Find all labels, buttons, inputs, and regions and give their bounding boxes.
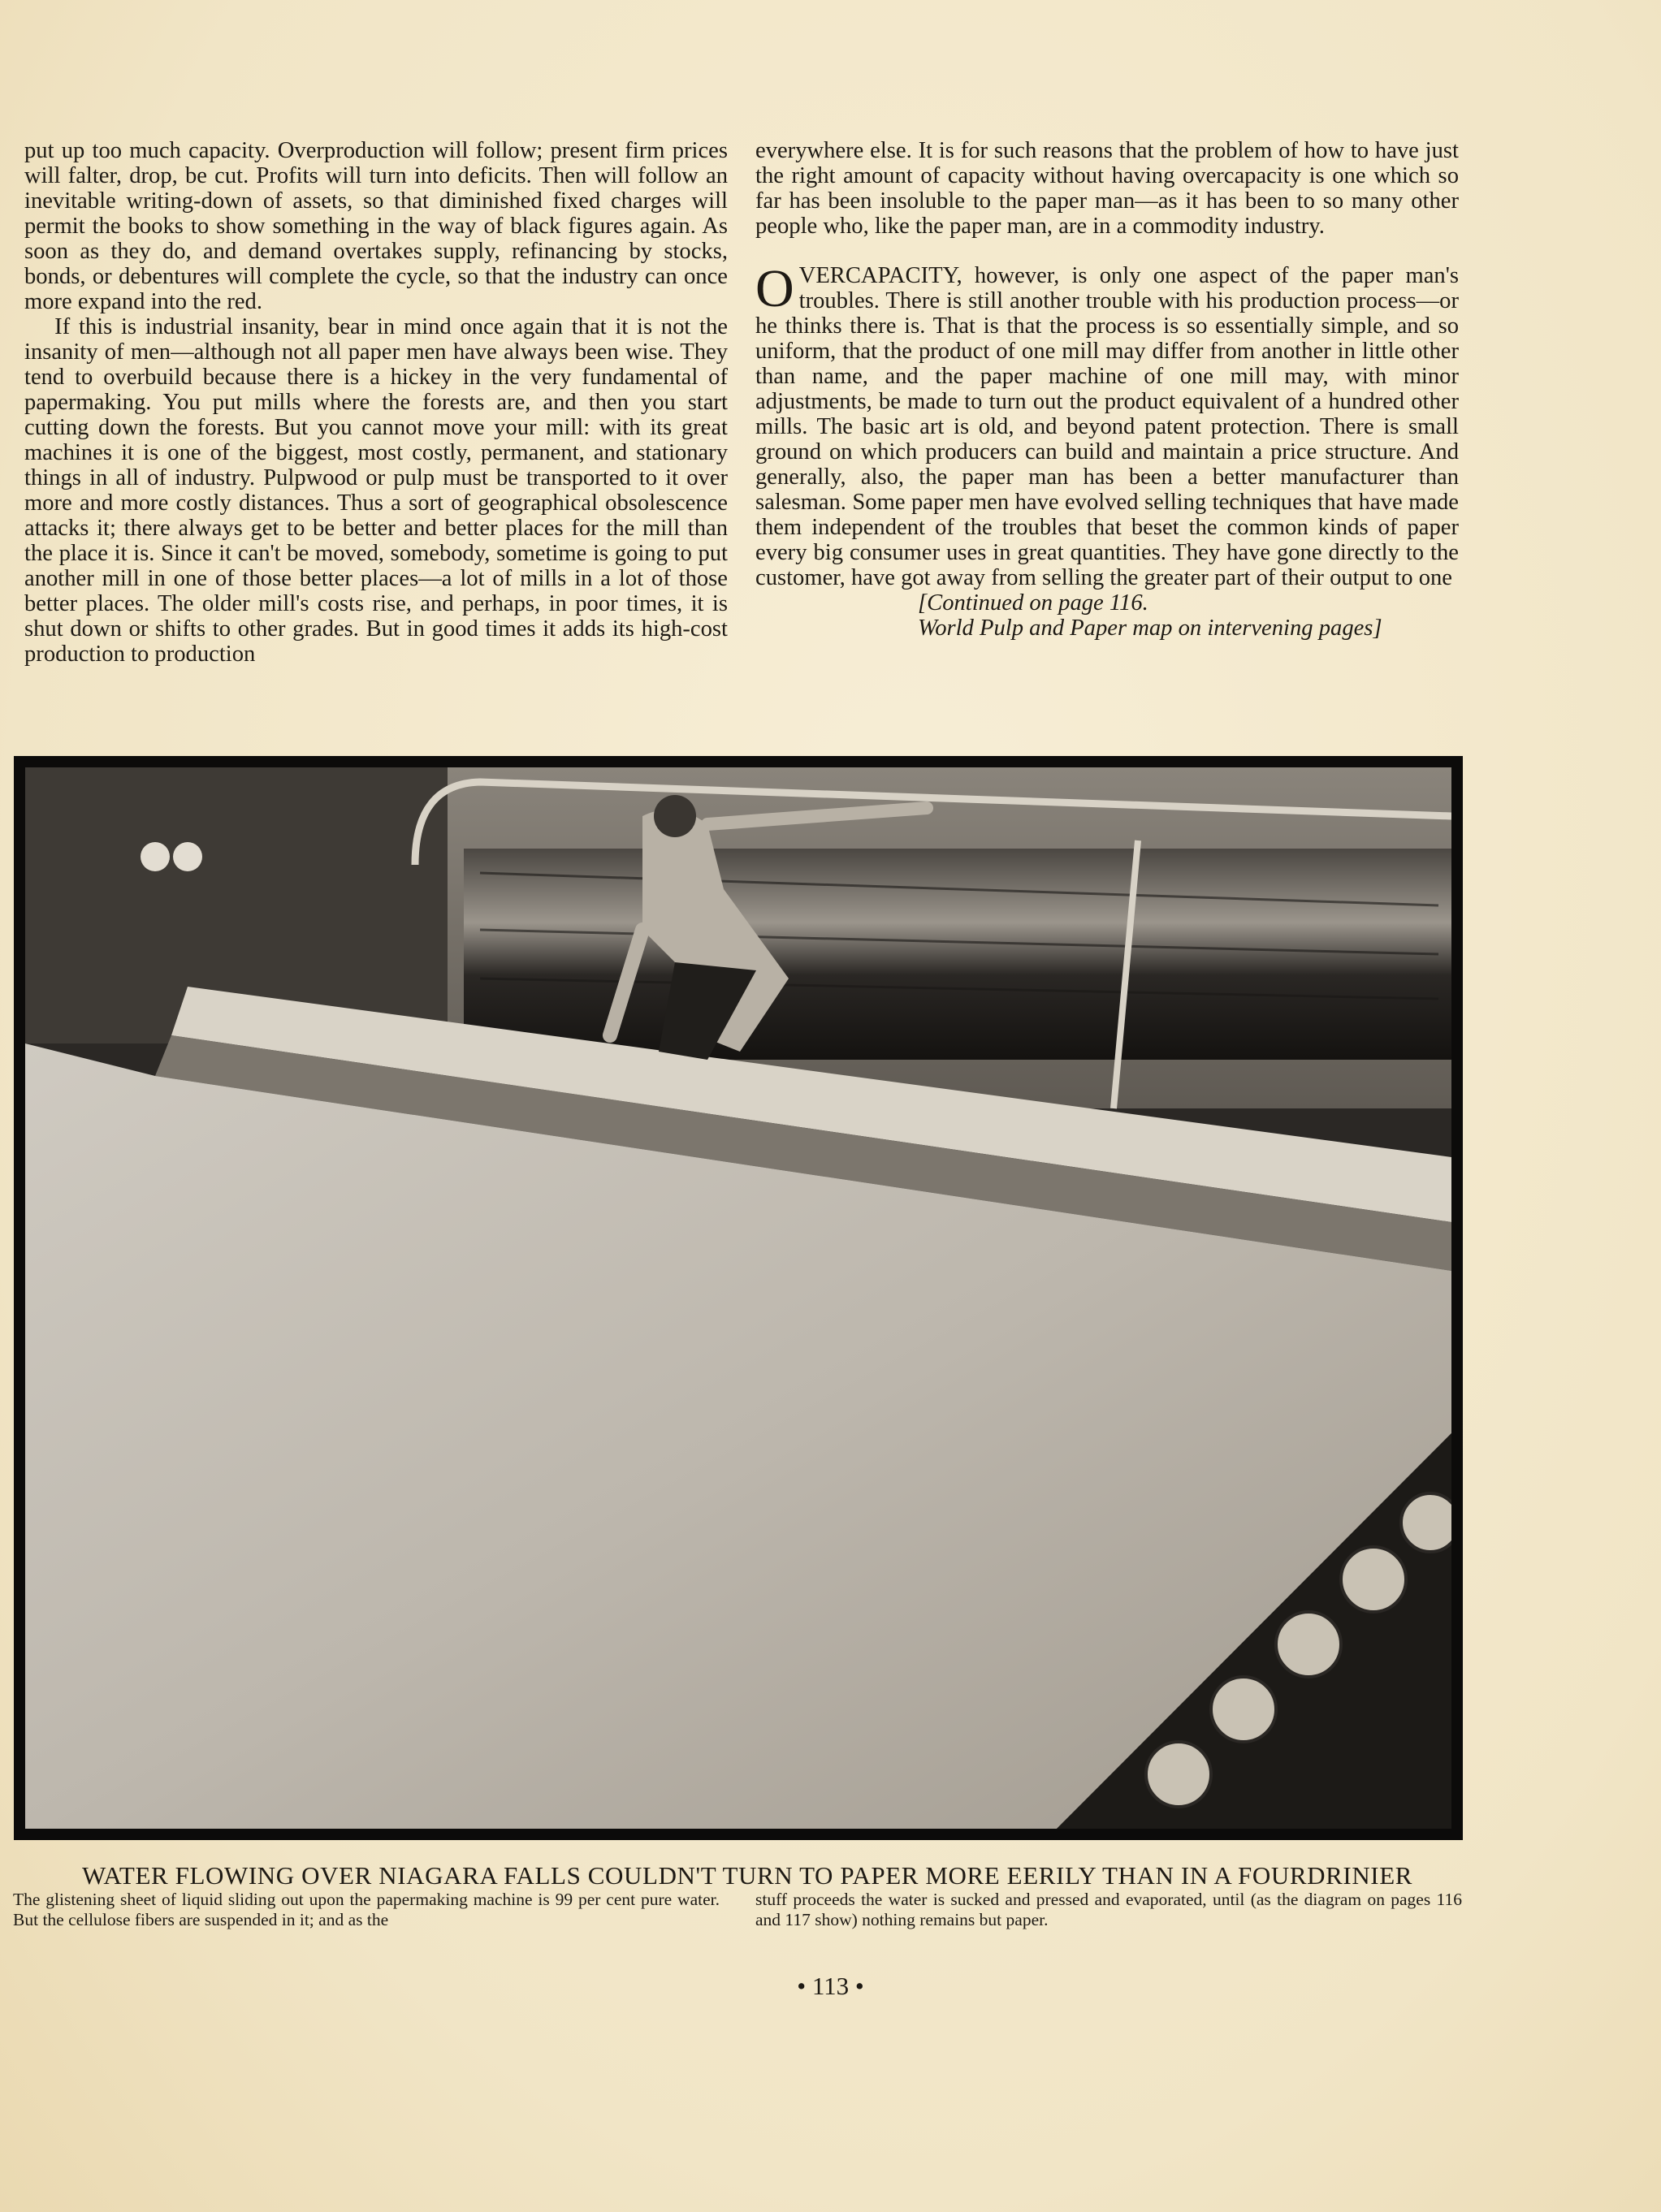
fourdrinier-photo [14,756,1463,1840]
caption-headline: WATER FLOWING OVER NIAGARA FALLS COULDN'T TURN TO PAPER MORE EERILY THAN IN A FOURDRINIER [81,1861,1413,1890]
small-caps-lead: VERCAPACITY, [798,263,962,288]
right-text-column [755,138,1459,641]
continued-line: World Pulp and Paper map on intervening pages] [918,616,1382,641]
body-paragraph: If this is industrial insanity, bear in mind once again that it is not the insanity of men—although not all paper men have always been wise. They tend to overbuild because there is a hickey in the very fundamental of papermaking. You put mills where the forests are, and then you start cutting down the forests. But you cannot move your mill: with its great machines it is one of the biggest, most costly, permanent, and stationary things in all of industry. Pulpwood or pulp must be transported to it over more and more costly distances. Thus a sort of geographical obsolescence attacks it; there always get to be better and better places for the mill than the place it is. Since it can't be moved, somebody, sometime is going to put another mill in one of those better places—a lot of mills in a lot of those better places. The older mill's costs rise, and perhaps, in poor times, it is shut down or shifts to other grades. But in good times it adds its high-cost production to production [24,314,728,667]
body-paragraph-dropcap [755,259,1459,590]
drop-cap: O [755,259,794,318]
left-text-column [24,138,728,667]
page-number: • 113 • [797,1972,864,2000]
paragraph-text: however, is only one aspect of the paper man's troubles. There is still another trouble with his production process—or he thinks there is. That is that the process is so essentially simple, and so uniform, that the product of one mill may differ from another in little other than name, and the paper machine of one mill may, with minor adjustments, be made to turn out the product equivalent of a hundred other mills. The basic art is old, and beyond patent protection. There is small ground on which producers can build and maintain a price structure. And generally, also, the paper man has been a better manufacturer than salesman. Some paper men have evolved selling techniques that have made them independent of the troubles that beset the common kinds of paper every big consumer uses in great quantities. They have gone directly to the customer, have got away from selling the greater part of their output to one [755,263,1459,590]
caption-text-left: The glistening sheet of liquid sliding out upon the papermaking machine is 99 per cent pure water. But the cellulose fibers are suspended in it; and as the [13,1890,720,1929]
body-paragraph: everywhere else. It is for such reasons that the problem of how to have just the right amount of capacity without having overcapacity is one which so far has been insoluble to the paper man—as it has been to so many other people who, like the paper man, are in a commodity industry. [755,138,1459,239]
caption-text-right: stuff proceeds the water is sucked and pressed and evaporated, until (as the diagram on pages 116 and 117 show) nothing remains but paper. [755,1890,1462,1929]
body-paragraph: put up too much capacity. Overproduction will follow; present firm prices will falter, drop, be cut. Profits will turn into deficits. Then will follow an inevitable writing-down of assets, so that diminished fixed charges will permit the books to show something in the way of black figures again. As soon as they do, and demand overtakes supply, refinancing by stocks, bonds, or debentures will complete the cycle, so that the industry can once more expand into the red. [24,138,728,314]
continued-note [755,590,1459,641]
photo-image [25,767,1451,1829]
continued-line: [Continued on page 116. [918,590,1148,616]
